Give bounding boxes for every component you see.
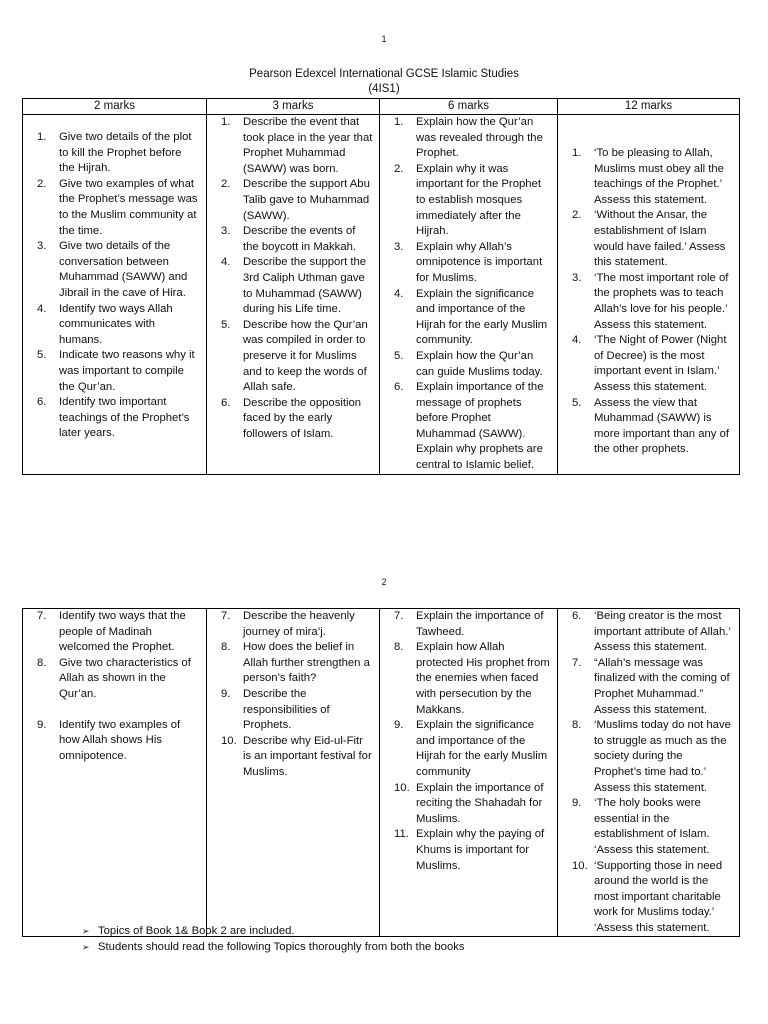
page-number-1: 1 bbox=[381, 34, 387, 44]
question-number: 8. bbox=[572, 719, 582, 732]
question-item bbox=[558, 146, 739, 208]
question-text: Describe how the Qur’an was compiled in order to preserve it for Muslims and to keep the words of Allah safe. bbox=[243, 318, 368, 394]
question-number: 7. bbox=[221, 610, 231, 622]
cell-3-marks bbox=[207, 609, 380, 937]
question-item bbox=[207, 609, 379, 640]
question-text: ‘Without the Ansar, the establishment of Islam would have failed.’ Assess this statement. bbox=[594, 209, 726, 269]
cell-2-marks bbox=[23, 609, 207, 937]
question-number: 7. bbox=[37, 610, 47, 622]
question-text: Explain the significance and importance of the Hijrah for the early Muslim community. bbox=[416, 287, 548, 347]
question-text: Describe the opposition faced by the early followers of Islam. bbox=[243, 396, 362, 440]
question-text: Explain the importance of Tawheed. bbox=[416, 610, 544, 638]
question-number: 10. bbox=[394, 781, 410, 794]
question-text: How does the belief in Allah further strengthen a person’s faith? bbox=[243, 641, 370, 685]
question-number: 3. bbox=[394, 240, 404, 253]
question-item bbox=[23, 130, 206, 177]
question-item bbox=[380, 718, 557, 780]
question-number: 2. bbox=[221, 178, 231, 191]
header-row bbox=[23, 99, 740, 115]
question-number: 1. bbox=[37, 131, 47, 143]
note-item bbox=[82, 923, 465, 939]
question-number: 1. bbox=[221, 116, 231, 128]
question-text: ‘Muslims today do not have to struggle as much as the society during the Prophet’s time had to.’ Assess this statement. bbox=[594, 719, 731, 794]
question-item bbox=[380, 240, 557, 287]
question-text: Explain the significance and importance of the Hijrah for the early Muslim community bbox=[416, 719, 548, 778]
arrow-bullet-icon: ➢ bbox=[82, 926, 90, 936]
question-item bbox=[23, 395, 206, 442]
cell-6-marks bbox=[380, 609, 558, 937]
question-item bbox=[558, 656, 739, 718]
question-text: Explain why Allah’s omnipotence is important for Muslims. bbox=[416, 240, 543, 284]
question-text: “Allah’s message was finalized with the coming of Prophet Muhammad.” Assess this statement. bbox=[594, 656, 730, 716]
question-number: 4. bbox=[221, 256, 231, 269]
question-text: Explain why the paying of Khums is important for Muslims. bbox=[416, 828, 545, 872]
question-number: 10. bbox=[221, 734, 237, 747]
question-number: 3. bbox=[221, 225, 231, 238]
question-item bbox=[380, 349, 557, 380]
question-text: Describe the responsibilities of Prophets. bbox=[243, 687, 330, 732]
question-item bbox=[207, 177, 379, 224]
question-text: ‘The Night of Power (Night of Decree) is the most important event in Islam.’ Assess this statement. bbox=[594, 334, 727, 393]
cell-3-marks bbox=[207, 115, 380, 475]
question-item bbox=[558, 333, 739, 395]
question-item bbox=[207, 224, 379, 255]
question-text: Explain how the Qur’an can guide Muslims today. bbox=[416, 349, 543, 378]
question-item bbox=[558, 796, 739, 858]
question-number: 2. bbox=[37, 177, 47, 190]
question-text: Give two examples of what the Prophet’s message was to the Muslim community at the time. bbox=[59, 177, 198, 237]
question-number: 1. bbox=[394, 116, 404, 128]
note-text: Topics of Book 1& Book 2 are included. bbox=[98, 925, 295, 937]
question-text: Identify two ways Allah communicates with humans. bbox=[59, 302, 173, 346]
question-number: 9. bbox=[572, 797, 582, 810]
question-number: 4. bbox=[37, 302, 47, 315]
question-text: Describe the support Abu Talib gave to Muhammad (SAWW). bbox=[243, 178, 370, 222]
question-text: Explain why it was important for the Prophet to establish mosques immediately after the Hijrah. bbox=[416, 162, 541, 238]
question-text: Explain how Allah protected His prophet from the enemies when faced with persecution by the Makkans. bbox=[416, 641, 550, 716]
cell-6-marks bbox=[380, 115, 558, 475]
question-item bbox=[558, 609, 739, 656]
question-number: 5. bbox=[572, 396, 582, 409]
question-number: 7. bbox=[572, 656, 582, 669]
arrow-bullet-icon: ➢ bbox=[82, 942, 90, 952]
note-text: Students should read the following Topics thoroughly from both the books bbox=[98, 941, 465, 953]
question-number: 10. bbox=[572, 859, 588, 872]
cell-12-marks bbox=[558, 115, 740, 475]
title-line-2: (4IS1) bbox=[368, 83, 400, 95]
question-text: Give two details of the conversation between Muhammad (SAWW) and Jibrail in the cave of Hira. bbox=[59, 240, 188, 299]
question-number: 9. bbox=[221, 687, 231, 700]
question-text: Give two details of the plot to kill the Prophet before the Hijrah. bbox=[59, 131, 192, 175]
question-item bbox=[207, 255, 379, 317]
question-number: 3. bbox=[37, 240, 47, 253]
question-text: Give two characteristics of Allah as shown in the Qur’an. bbox=[59, 656, 191, 700]
question-item bbox=[380, 287, 557, 349]
question-text: ‘To be pleasing to Allah, Muslims must obey all the teachings of the Prophet.’ Assess this statement. bbox=[594, 147, 724, 206]
question-item bbox=[23, 302, 206, 349]
question-number: 9. bbox=[37, 718, 47, 731]
question-item bbox=[23, 718, 206, 765]
question-item bbox=[558, 718, 739, 796]
header-6-marks: 6 marks bbox=[380, 99, 558, 115]
question-item bbox=[380, 380, 557, 474]
question-text: Describe the event that took place in the year that Prophet Muhammad (SAWW) was born. bbox=[243, 116, 373, 175]
question-item bbox=[23, 348, 206, 395]
question-item bbox=[23, 656, 206, 703]
question-item bbox=[207, 396, 379, 443]
question-text: Describe the events of the boycott in Makkah. bbox=[243, 225, 357, 253]
question-item bbox=[380, 827, 557, 874]
question-text: Identify two examples of how Allah shows His omnipotence. bbox=[59, 718, 181, 762]
question-number: 2. bbox=[394, 162, 404, 175]
question-item bbox=[380, 609, 557, 640]
question-number: 6. bbox=[221, 396, 231, 409]
question-text: Explain importance of the message of prophets before Prophet Muhammad (SAWW). Explain why prophets are central to Islamic belief. bbox=[416, 381, 544, 472]
question-text: ‘Being creator is the most important attribute of Allah.’ Assess this statement. bbox=[594, 610, 731, 654]
question-table-1 bbox=[22, 98, 740, 475]
question-text: Describe why Eid-ul-Fitr is an important festival for Muslims. bbox=[243, 734, 372, 778]
question-number: 5. bbox=[221, 318, 231, 331]
question-number: 6. bbox=[572, 610, 582, 622]
question-item bbox=[380, 162, 557, 240]
question-number: 8. bbox=[37, 656, 47, 669]
question-number: 8. bbox=[394, 641, 404, 654]
question-item bbox=[207, 115, 379, 177]
question-number: 2. bbox=[572, 209, 582, 222]
question-number: 1. bbox=[572, 147, 582, 159]
question-number: 8. bbox=[221, 641, 231, 654]
question-number: 5. bbox=[37, 349, 47, 362]
question-item bbox=[558, 859, 739, 937]
question-number: 9. bbox=[394, 719, 404, 732]
question-table-2 bbox=[22, 608, 740, 937]
question-text: ‘Supporting those in need around the world is the most important charitable work for Muslims today.’ ‘Assess this statement. bbox=[594, 859, 723, 934]
question-item bbox=[23, 239, 206, 301]
question-text: Explain the importance of reciting the Shahadah for Muslims. bbox=[416, 781, 544, 825]
question-number: 4. bbox=[572, 334, 582, 347]
question-item bbox=[23, 177, 206, 239]
cell-2-marks bbox=[23, 115, 207, 475]
question-item bbox=[558, 271, 739, 333]
question-text: Explain how the Qur’an was revealed through the Prophet. bbox=[416, 116, 543, 160]
question-text: Assess the view that Muhammad (SAWW) is more important than any of the other prophets. bbox=[594, 396, 730, 456]
question-text: Describe the support the 3rd Caliph Uthman gave to Muhammad (SAWW) during his Life time. bbox=[243, 256, 367, 316]
question-text: Describe the heavenly journey of mira’j. bbox=[243, 610, 355, 638]
question-number: 6. bbox=[37, 396, 47, 409]
question-number: 6. bbox=[394, 381, 404, 394]
question-item bbox=[207, 687, 379, 734]
question-item bbox=[23, 609, 206, 656]
question-text: Identify two ways that the people of Madinah welcomed the Prophet. bbox=[59, 610, 186, 654]
cell-12-marks bbox=[558, 609, 740, 937]
question-number: 11. bbox=[394, 828, 409, 841]
question-number: 4. bbox=[394, 287, 404, 300]
question-item bbox=[207, 640, 379, 687]
question-item bbox=[380, 115, 557, 162]
question-item bbox=[380, 781, 557, 828]
title-line-1: Pearson Edexcel International GCSE Islamic Studies bbox=[249, 68, 519, 80]
question-row bbox=[23, 115, 740, 475]
header-12-marks: 12 marks bbox=[558, 99, 740, 115]
question-text: Indicate two reasons why it was important to compile the Qur’an. bbox=[59, 349, 195, 393]
question-text: Identify two important teachings of the Prophet’s later years. bbox=[59, 396, 190, 440]
question-text: ‘The holy books were essential in the establishment of Islam. ‘Assess this statement. bbox=[594, 797, 710, 856]
question-number: 3. bbox=[572, 271, 582, 284]
page-number-2: 2 bbox=[381, 577, 387, 587]
notes-list bbox=[82, 923, 465, 955]
question-item bbox=[558, 396, 739, 458]
header-2-marks: 2 marks bbox=[23, 99, 207, 115]
header-3-marks: 3 marks bbox=[207, 99, 380, 115]
question-row bbox=[23, 609, 740, 937]
question-item bbox=[558, 208, 739, 270]
question-item bbox=[380, 640, 557, 718]
question-number: 5. bbox=[394, 349, 404, 362]
document-title bbox=[0, 67, 768, 97]
question-text: ‘The most important role of the prophets was to teach Allah’s love for his people.’ Assess this statement. bbox=[594, 271, 729, 331]
note-item bbox=[82, 939, 465, 955]
question-number: 7. bbox=[394, 610, 404, 622]
question-item bbox=[207, 318, 379, 396]
question-item bbox=[207, 734, 379, 781]
